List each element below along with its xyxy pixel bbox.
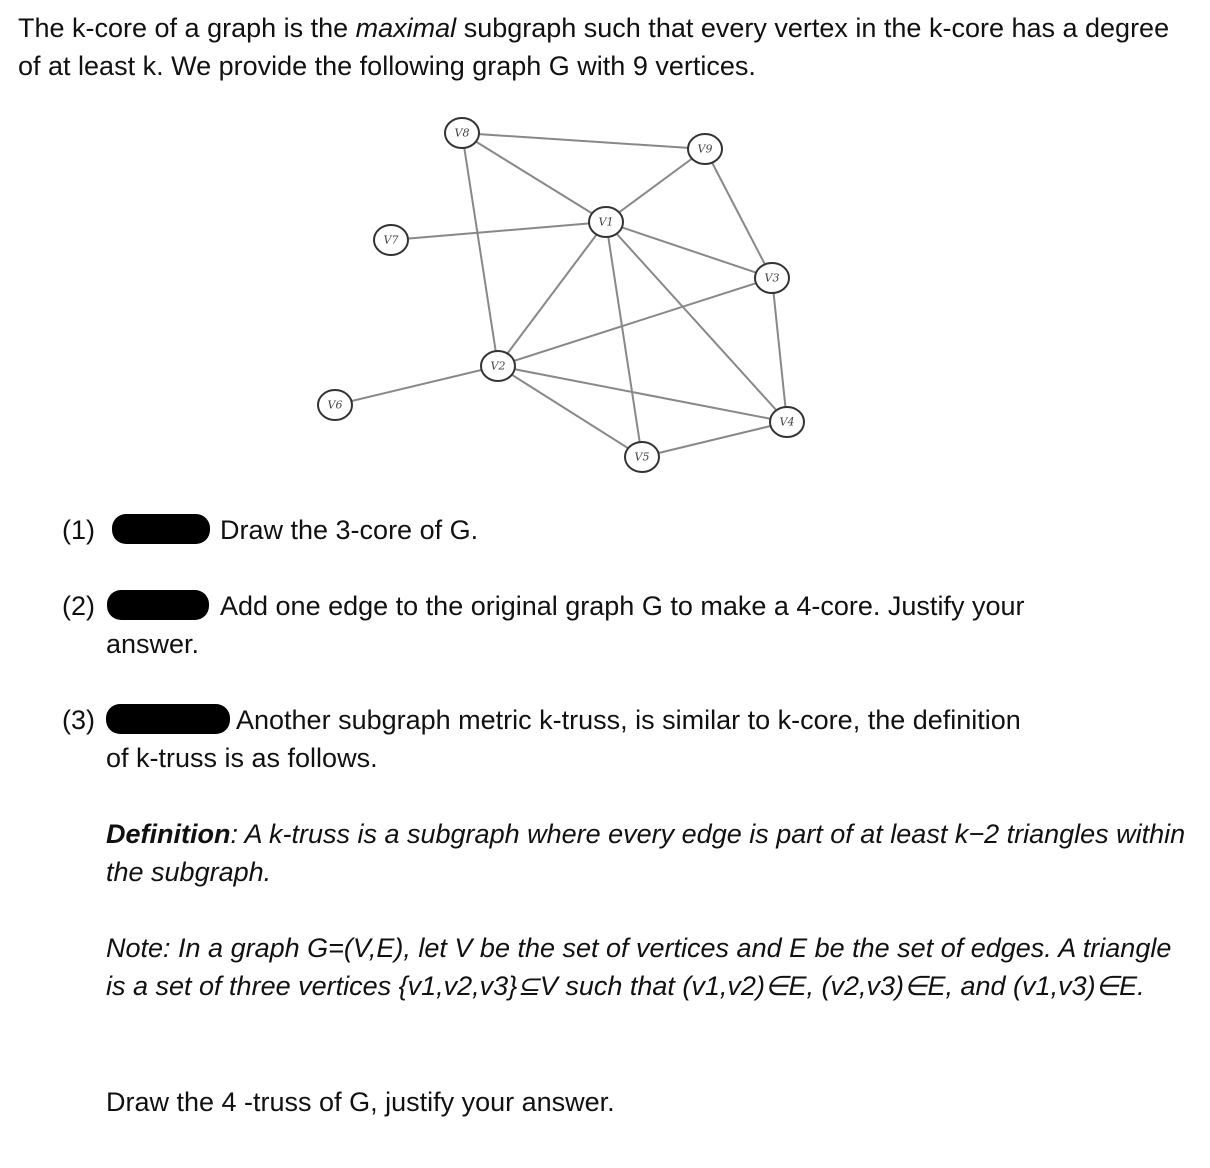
graph-vertices (318, 118, 804, 472)
vertex-v2 (481, 351, 515, 381)
intro-text-2: subgraph such that every vertex in the k-core has a degree of at least k. We provide the following graph G with 9 vertices. (18, 13, 1170, 81)
q2-text: Add one edge to the original graph G to make a 4-core. Justify your (220, 591, 1025, 621)
edge-v3-v4 (772, 278, 787, 422)
q2-text-cont: answer. (106, 629, 200, 659)
vertex-label: V3 (764, 271, 780, 285)
edge-v8-v2 (462, 133, 498, 366)
q3-text-cont: of k-truss is as follows. (106, 743, 378, 773)
vertex-label: V9 (697, 142, 713, 156)
vertex-v1 (589, 207, 623, 237)
vertex-label: V7 (383, 233, 399, 247)
intro-emphasis: maximal (355, 13, 457, 43)
vertex-v9 (688, 134, 722, 164)
redaction-mark (107, 590, 209, 620)
definition-label: Definition (106, 819, 231, 849)
edge-v5-v4 (642, 422, 787, 457)
edge-v7-v1 (391, 222, 606, 240)
definition-block (106, 815, 1186, 891)
intro-paragraph (18, 9, 1178, 85)
intro-text-1: The k-core of a graph is the (18, 13, 356, 43)
q1-number: (1) (62, 515, 95, 545)
graph-diagram (300, 105, 820, 485)
q3-number: (3) (62, 705, 95, 735)
final-instruction: Draw the 4 -truss of G, justify your answer. (106, 1087, 615, 1117)
q2-number: (2) (62, 591, 95, 621)
edge-v3-v2 (498, 278, 772, 366)
vertex-v5 (625, 442, 659, 472)
vertex-label: V1 (598, 215, 614, 229)
edge-v8-v9 (462, 133, 705, 149)
vertex-label: V2 (490, 359, 506, 373)
edge-v8-v1 (462, 133, 606, 222)
edge-v1-v2 (498, 222, 606, 366)
vertex-v8 (445, 118, 479, 148)
vertex-label: V5 (634, 450, 650, 464)
edge-v2-v6 (335, 366, 498, 405)
vertex-v7 (374, 225, 408, 255)
definition-text: : A k-truss is a subgraph where every edge is part of at least k−2 triangles within the subgraph. (106, 819, 1186, 887)
redaction-mark (106, 704, 230, 734)
vertex-label: V4 (779, 415, 795, 429)
note-block: Note: In a graph G=(V,E), let V be the set of vertices and E be the set of edges. A triangle is a set of three vertices {v1,v2,v3}⊆V such that (v1,v2)∈E, (v2,v3)∈E, and (v1,v3)∈E. (106, 933, 1172, 1001)
redaction-mark (112, 514, 210, 544)
vertex-label: V6 (327, 398, 343, 412)
vertex-v4 (770, 407, 804, 437)
q3-text: Another subgraph metric k-truss, is similar to k-core, the definition (236, 705, 1021, 735)
graph-edges (335, 133, 787, 457)
vertex-label: V8 (454, 126, 470, 140)
edge-v9-v1 (606, 149, 705, 222)
vertex-v3 (755, 263, 789, 293)
vertex-v6 (318, 390, 352, 420)
q1-text: Draw the 3-core of G. (220, 515, 479, 545)
